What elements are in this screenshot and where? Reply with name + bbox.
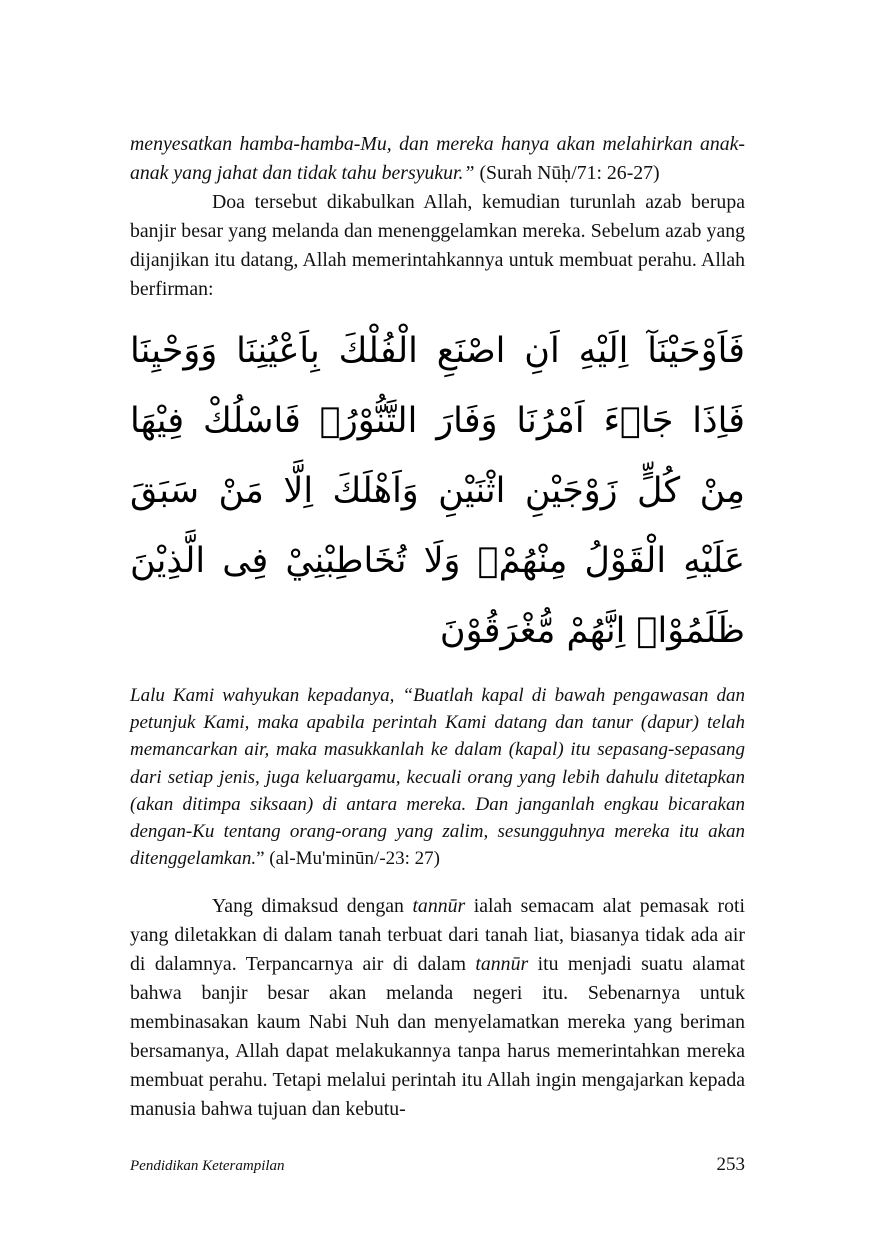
para3-part3: itu menjadi suatu alamat bahwa banjir besar akan melanda negeri itu. Sebenarnya untuk membinasakan kaum Nabi Nuh dan menyelamatkan mereka yang beriman bersamanya, Allah dapat melakukannya tanpa harus memerintahkan mereka membuat perahu. Tetapi melalui perintah itu Allah ingin mengajarkan kepada manusia bahwa tujuan dan kebutu- [130, 953, 745, 1121]
page-body [130, 130, 745, 1124]
para3-part1: Yang dimaksud dengan [212, 895, 413, 918]
body-paragraph-2 [130, 892, 745, 1124]
arabic-verse: فَاَوْحَيْنَآ اِلَيْهِ اَنِ اصْنَعِ الْفُلْكَ بِاَعْيُنِنَا وَوَحْيِنَا فَاِذَا جَاۤءَ اَمْرُنَا وَفَارَ التَّنُّوْرُۙ فَاسْلُكْ فِيْهَا مِنْ كُلٍّ زَوْجَيْنِ اثْنَيْنِ وَاَهْلَكَ اِلَّا مَنْ سَبَقَ عَلَيْهِ الْقَوْلُ مِنْهُمْۚ وَلَا تُخَاطِبْنِيْ فِى الَّذِيْنَ ظَلَمُوْاۚ اِنَّهُمْ مُّغْرَقُوْنَ [130, 331, 745, 651]
term-tannur-1: tannūr [412, 895, 466, 918]
translation-reference: ” (al-Mu'minūn/-23: 27) [256, 848, 440, 870]
quote-italic: menyesatkan hamba-hamba-Mu, dan mereka hanya akan melahirkan anak-anak yang jahat dan tidak tahu bersyukur.” [130, 133, 745, 184]
body-paragraph-1: Doa tersebut dikabulkan Allah, kemudian turunlah azab berupa banjir besar yang melanda dan menenggelamkan mereka. Sebelum azab yang dijanjikan itu datang, Allah memerintahkannya untuk membuat perahu. Allah berfirman: [130, 191, 745, 300]
quote-continuation [130, 130, 745, 188]
translation-italic: Lalu Kami wahyukan kepadanya, “Buatlah kapal di bawah pengawasan dan petunjuk Kami, maka apabila perintah Kami datang dan tanur (dapur) telah memancarkan air, maka masukkanlah ke dalam (kapal) itu sepasang-sepasang dari setiap jenis, juga keluargamu, kecuali orang yang lebih dahulu ditetapkan (akan ditimpa siksaan) di antara mereka. Dan janganlah engkau bicarakan dengan-Ku tentang orang-orang yang zalim, sesungguhnya mereka itu akan ditenggelamkan. [130, 685, 745, 870]
term-tannur-2: tannūr [475, 953, 529, 976]
running-footer-title: Pendidikan Keterampilan [130, 1158, 285, 1174]
verse-translation [130, 682, 745, 872]
page-number: 253 [716, 1154, 745, 1175]
surah-reference: (Surah Nūḥ/71: 26-27) [474, 162, 660, 184]
page-footer [130, 1154, 745, 1176]
para3-part2: ialah semacam alat pemasak roti yang diletakkan di dalam tanah terbuat dari tanah liat, biasanya tidak ada air di dalamnya. Terpancarnya air di dalam [130, 895, 745, 976]
